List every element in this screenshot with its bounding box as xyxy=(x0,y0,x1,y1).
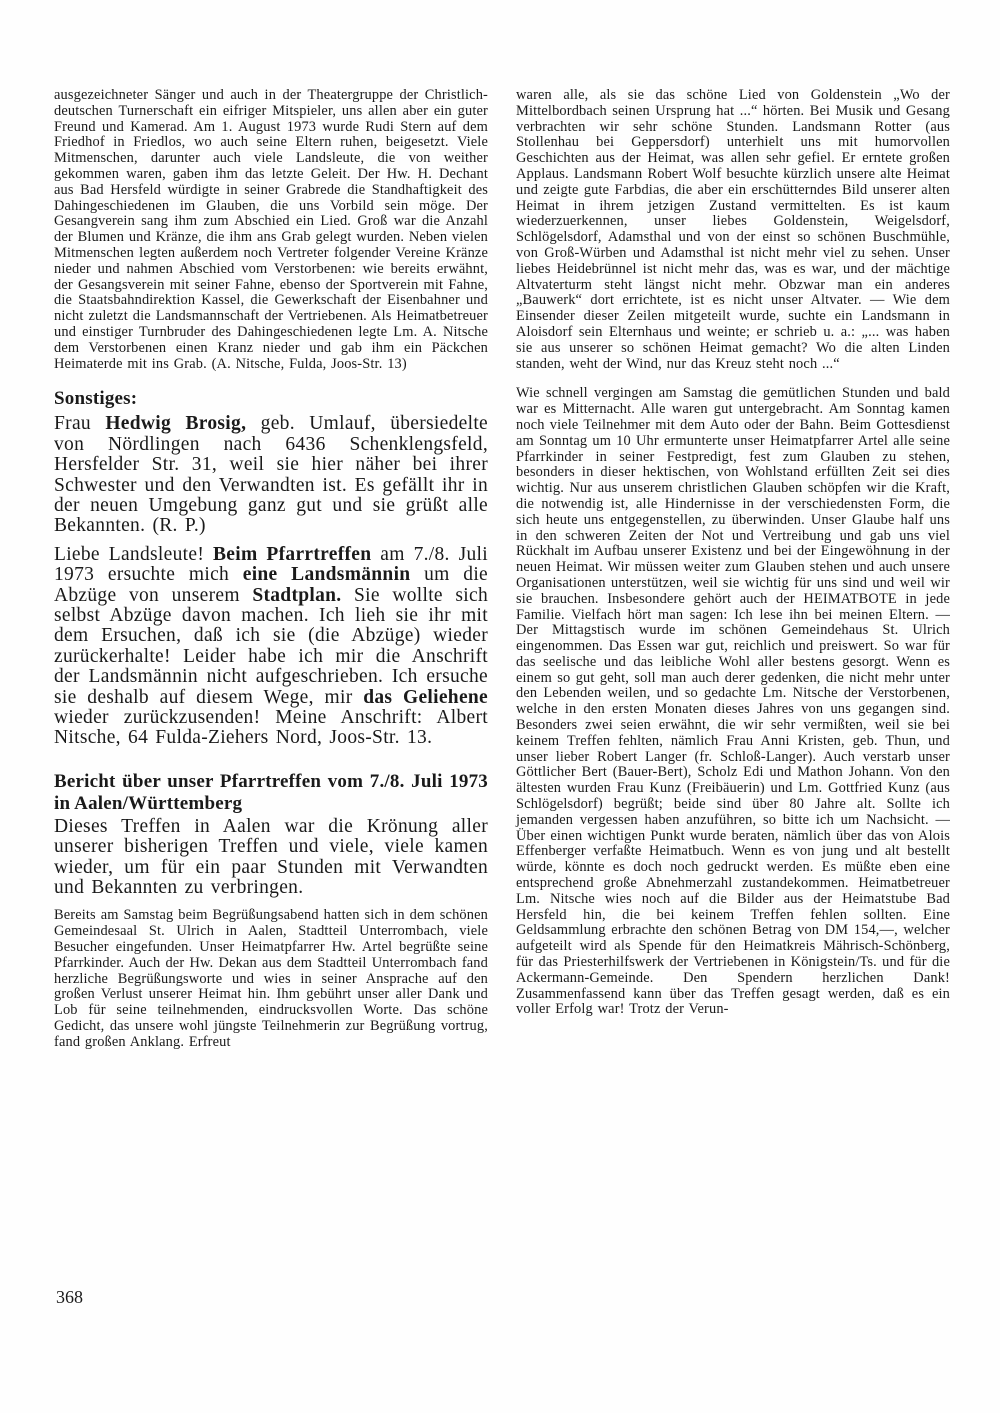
right-column xyxy=(516,88,950,1018)
emphasis: das Geliehene xyxy=(363,686,489,708)
left-column xyxy=(54,88,488,1051)
stadtplan-notice xyxy=(54,545,488,749)
section-heading-sonstiges: Sonstiges: xyxy=(54,388,138,410)
brosig-notice xyxy=(54,414,488,536)
emphasis: eine Landsmännin xyxy=(242,564,411,586)
text: wieder zurückzusenden! Meine Anschrift: Albert Nitsche, 64 Fulda-Ziehers Nord, Joos-Str. 13. xyxy=(54,707,488,749)
text: Liebe Landsleute! xyxy=(54,543,213,565)
person-name: Hedwig Brosig, xyxy=(105,413,247,435)
spacer xyxy=(516,372,950,386)
emphasis: Stadtplan. xyxy=(252,584,342,606)
page-number: 368 xyxy=(56,1287,83,1307)
bericht-body: Bereits am Samstag beim Begrüßungsabend hatten sich in dem schönen Gemeindesaal St. Ulrich in Aalen, Stadtteil Unterrombach, viele Besucher eingefunden. Unser Heimatpfarrer Hw. Artel begrüßte seine Pfarrkinder. Auch der Hw. Dekan aus dem Stadtteil Unterrombach fand herzliche Begrüßungsworte und wies in seiner Ansprache auf den großen Verlust unserer Heimat hin. Ihm gebührt unser aller Dank und Lob für seine teilnehmenden, eindrucksvollen Worte. Das schöne Gedicht, das unsere wohl jüngste Teilnehmerin zur Begrüßung vortrug, fand großen Anklang. Erfreut xyxy=(54,907,488,1050)
text: am 7./8. Juli 1973 ersuchte mich xyxy=(54,543,488,586)
text: Frau xyxy=(54,413,106,435)
text: um die Abzüge von unserem xyxy=(54,564,489,606)
text: geb. Umlauf, übersiedelte von Nördlingen nach 6436 Schenklengsfeld, Hersfelder Str. 31, weil sie hier näher bei ihrer Schwester und den Verwandten ist. Es gefällt ihr in der neuen Umgebung ganz gut und sie grüßt alle Bekannten. (R. P.) xyxy=(54,413,488,537)
emphasis: Beim Pfarrtreffen xyxy=(212,543,372,565)
bericht-intro: Dieses Treffen in Aalen war die Krönung aller unserer bisherigen Treffen und viele, viele kamen wieder, um für ein paar Stunden mit Verwandten und Bekannten zu verbringen. xyxy=(54,815,488,899)
section-heading-bericht: Bericht über unser Pfarrtreffen vom 7./8. Juli 1973 in Aalen/Württemberg xyxy=(54,770,488,814)
obituary-paragraph: ausgezeichneter Sänger und auch in der Theatergruppe der Christlich-deutschen Turnerschaft ein eifriger Mitspieler, uns allen aber ein guter Freund und Kamerad. Am 1. August 1973 wurde Rudi Stern auf dem Friedhof in Friedlos, wo auch seine Eltern ruhen, beigesetzt. Viele Mitmenschen, darunter auch viele Landsleute, die von weither gekommen waren, gaben ihm das letzte Geleit. Der Hw. H. Dechant aus Bad Hersfeld würdigte in seiner Grabrede die Standhaftigkeit des Dahingeschiedenen im Glauben, die uns Vorbild sein möge. Der Gesangverein sang ihm zum Abschied ein Lied. Groß war die Anzahl der Blumen und Kränze, die ihm ans Grab gelegt wurden. Neben vielen Mitmenschen legten außerdem noch Vertreter folgender Vereine Kränze nieder und nahmen Abschied vom Verstorbenen: wie bereits erwähnt, der Gesangsverein mit seiner Fahne, ebenso der Sportverein mit Fahne, die Staatsbahndirektion Kassel, die Gewerkschaft der Eisenbahner und nicht zuletzt die Landsmannschaft der Vertriebenen. Als Heimatbetreuer und einstiger Turnbruder des Dahingeschiedenen legte Lm. A. Nitsche dem Verstorbenen einen Kranz nieder und gab ihm ein Päckchen Heimaterde mit ins Grab. (A. Nitsche, Fulda, Joos-Str. 13) xyxy=(54,87,488,372)
text: Sie wollte sich selbst Abzüge davon machen. Ich lieh sie ihr mit dem Ersuchen, daß ich sie (die Abzüge) wieder zurückerhalte! Leider habe ich mir die Anschrift der Landsmännin nicht aufgeschrieben. Ich ersuche sie deshalb auf diesem Wege, mir xyxy=(54,584,489,708)
bericht-continued-paragraph-2: Wie schnell vergingen am Samstag die gemütlichen Stunden und bald war es Mitternacht. Alle waren gut untergebracht. Am Sonntag kamen noch viele Teilnehmer mit dem Auto oder der Bahn. Beim Gottesdienst am Sonntag um 10 Uhr ermunterte unser Heimatpfarrer Artel alle seine Pfarrkinder in seiner Festpredigt, fest zum Glauben zu stehen, besonders in dieser hektischen, von Wohlstand erfüllten Zeit sei dies wichtig. Nur aus unserem christlichen Glauben schöpfen wir die Kraft, die notwendig ist, alle Hindernisse in der verschiedensten Form, die sich heute uns entgegenstellen, zu überwinden. Unser Glaube half uns in den schweren Zeiten der Not und Vertreibung und gab uns viel Rückhalt im Aufbau unserer Existenz und bei der Eingewöhnung in der neuen Heimat. Wir müssen weiter zum Glauben stehen und auch unsere Organisationen unterstützen, weil sie wichtig für uns sind und weil wir sie brauchen. Insbesondere gehört auch der HEIMATBOTE in jede Familie. Vielfach hört man sagen: Ich lese ihn bei meinen Eltern. — Der Mittagstisch wurde im schönen Gemeindehaus St. Ulrich eingenommen. Das Essen war gut, reichlich und preiswert. So war für das seelische und das leibliche Wohl aller bestens gesorgt. Wenn es einem so gut geht, soll man auch derer gedenken, die nicht mehr unter den Lebenden weilen, und so gedachte Lm. Nitsche der Verstorbenen, welche in den ersten Monaten dieses Jahres von uns gegangen sind. Besonders zwei seien erwähnt, die wir sehr vermißten, weil sie bei keinem Treffen fehlten, nämlich Frau Anni Kristen, geb. Thun, und unser lieber Robert Langer (fr. Schloß-Langer). Auch verstarb unser Göttlicher Bert (Bauer-Bert), Scholz Edi und Mathon Johann. Von den ältesten wurden Frau Kunz (Freibäuerin) und Lm. Gottfried Kunz (aus Schlögelsdorf) begrüßt; beide sind über 80 Jahre alt. Sollte ich jemanden vergessen haben anzuführen, so bitte ich um Nachsicht. — Über einen wichtigen Punkt wurde beraten, nämlich über das von Alois Effenberger verfaßte Heimatbuch. Wenn es von jung und alt bestellt würde, könnte es doch noch gedruckt werden. Es müßte eben eine entsprechend große Abnehmerzahl zustandekommen. Heimatbetreuer Lm. Nitsche wies noch auf die Bilder aus der Heimatstube Bad Hersfeld hin, die bei keinem Treffen fehlen sollten. Eine Geldsammlung erbrachte den schönen Betrag von DM 154,—, welcher aufgeteilt wird als Spende für den Heimatkreis Mährisch-Schönberg, für das Priesterhilfswerk der Vertriebenen in Königstein/Ts. und für die Ackermann-Gemeinde. Den Spendern herzlichen Dank! Zusammenfassend kann über das Treffen gesagt werden, daß es ein voller Erfolg war! Trotz der Verun- xyxy=(516,385,950,1018)
bericht-continued-paragraph-1: waren alle, als sie das schöne Lied von Goldenstein „Wo der Mittelbordbach seinen Ursprung hat ...“ hörten. Bei Musik und Gesang verbrachten wir sehr schöne Stunden. Landsmann Rotter (aus Stollenhau bei Geppersdorf) unterhielt uns mit humorvollen Geschichten aus der Heimat, was allen sehr gefiel. Er erntete großen Applaus. Landsmann Robert Wolf besuchte kürzlich unsere alte Heimat und zeigte gute Farbdias, die aber ein erschütterndes Bild unserer alten Heimat in ihrem jetzigen Zustand vermittelten. Es ist kaum wiederzuerkennen, unser liebes Goldenstein, Weigelsdorf, Schlögelsdorf, Adamsthal und von der einst so schönen Buschmühle, von Groß-Würben und Adamsthal ist nicht mehr viel zu sehen. Unser liebes Heidebrünnel ist nicht mehr das, was es war, und der mächtige Altvaterturm steht längst nicht mehr. Obzwar man ein anderes „Bauwerk“ dort errichtete, ist es nicht unser Altvater. — Wie dem Einsender dieser Zeilen mitgeteilt wurde, suchte ein Landsmann in Aloisdorf sein Elternhaus und weinte; er schrieb u. a.: „... was haben sie aus unserer so schönen Heimat gemacht? Wo die alten Linden standen, weht der Wind, nur das Kreuz steht noch ...“ xyxy=(516,87,950,372)
